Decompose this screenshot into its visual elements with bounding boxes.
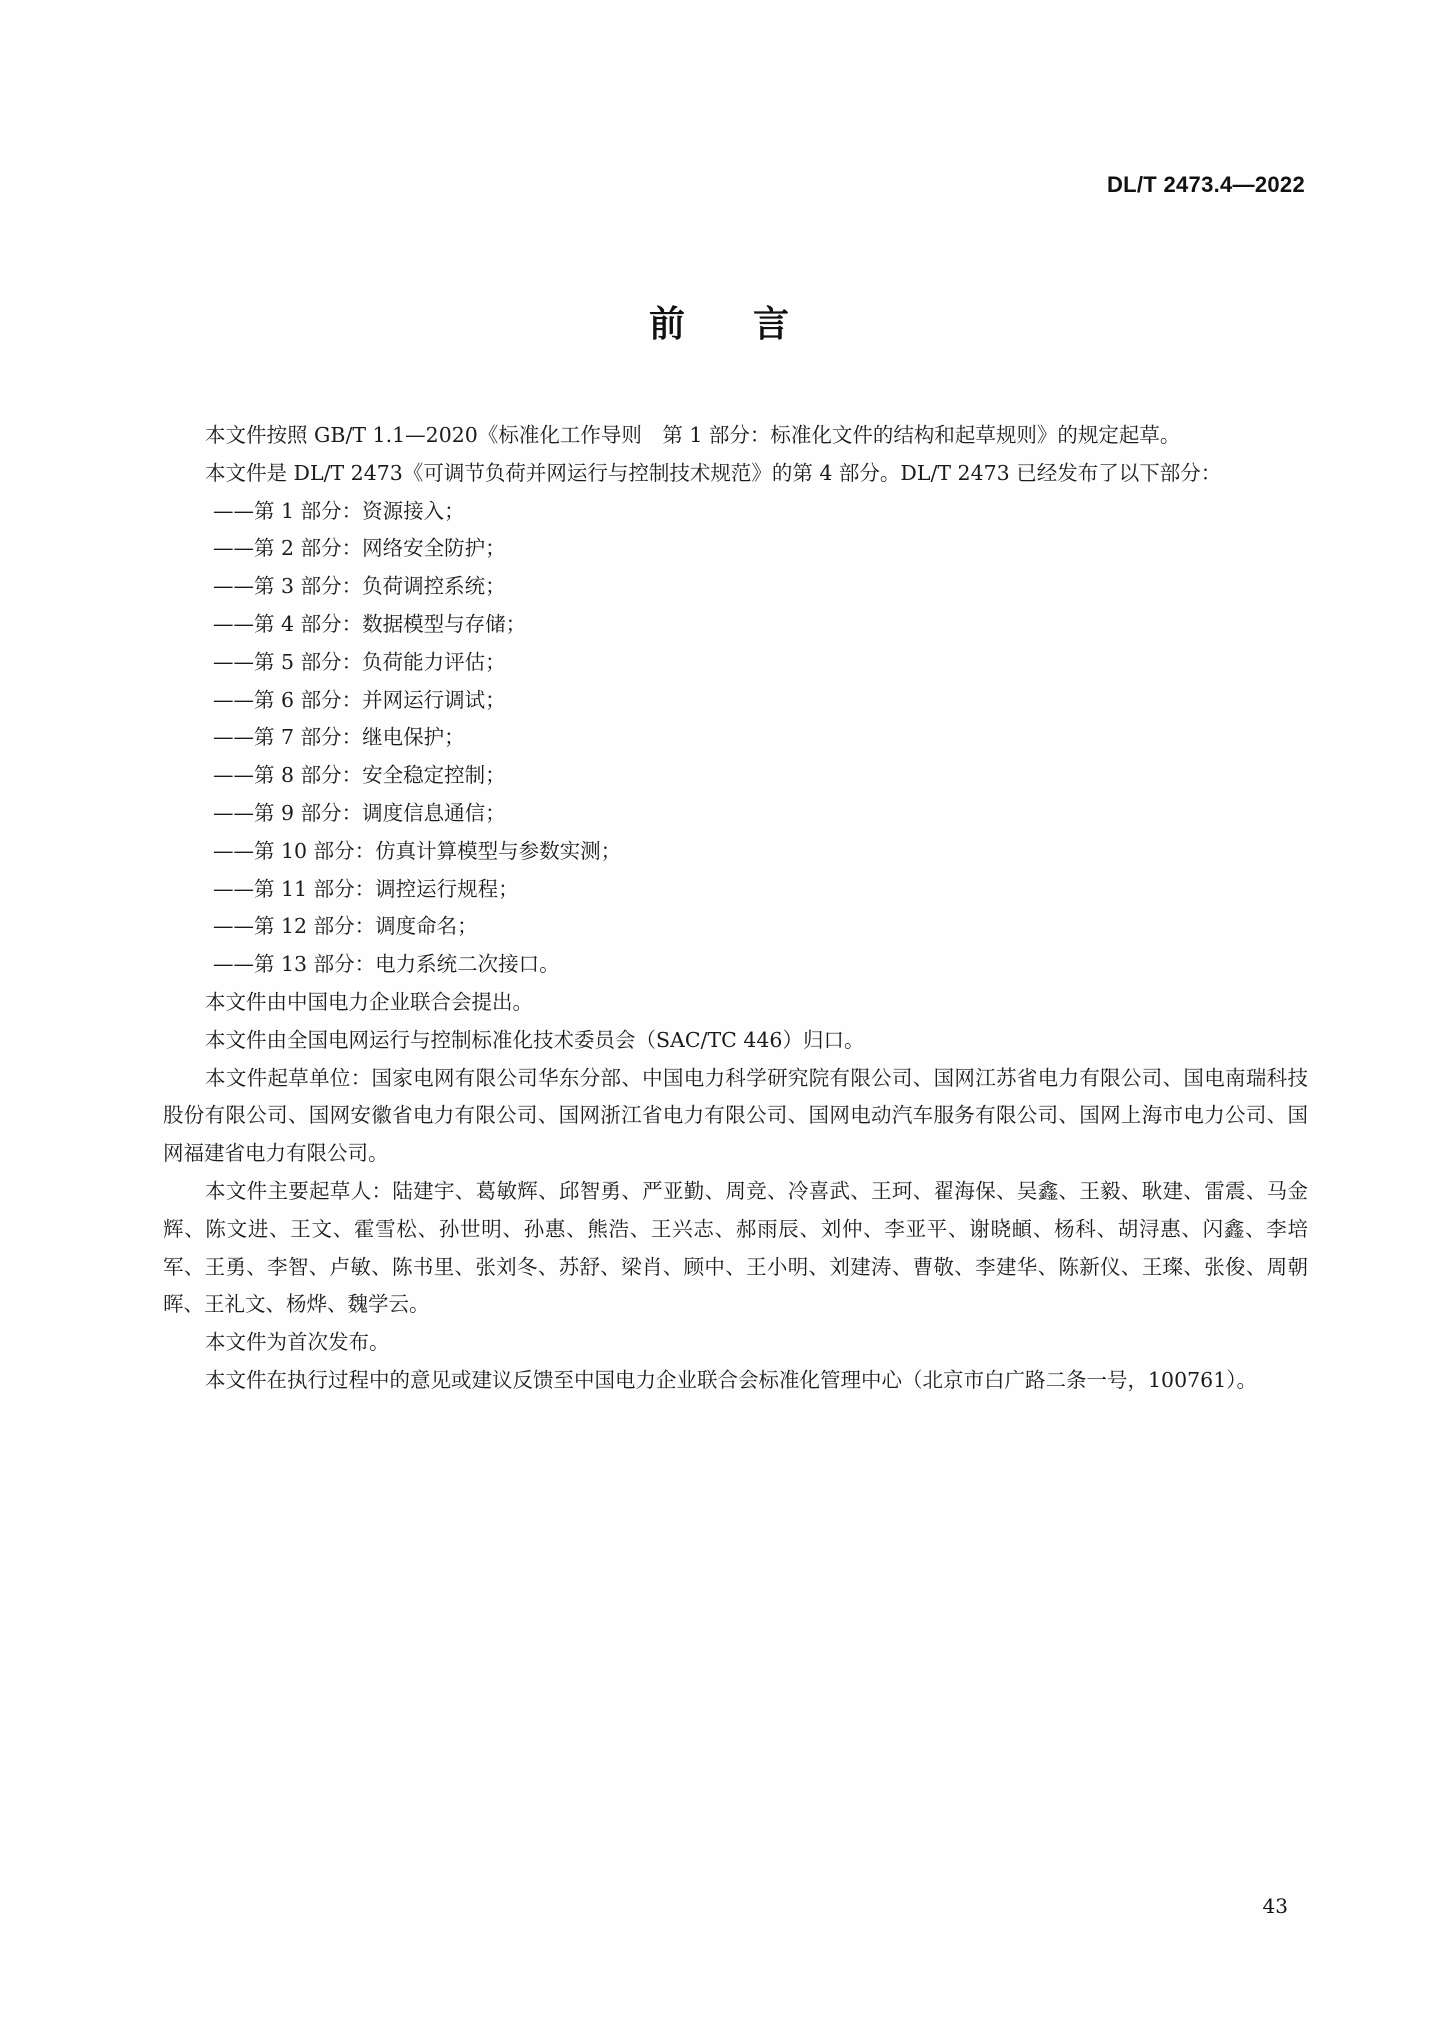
parts-list [163, 493, 1308, 984]
title-char-1: 前 [648, 304, 685, 345]
list-item: ——第 7 部分：继电保护； [213, 725, 465, 750]
page-number: 43 [1262, 1894, 1288, 1918]
paragraph-series-intro: 本文件是 DL/T 2473《可调节负荷并网运行与控制技术规范》的第 4 部分。DL/T 2473 已经发布了以下部分： [205, 460, 1222, 485]
title-char-2: 言 [753, 304, 790, 345]
paragraph-drafting-rules: 本文件按照 GB/T 1.1—2020《标准化工作导则 第 1 部分：标准化文件的结构和起草规则》的规定起草。 [205, 423, 1181, 447]
list-item: ——第 4 部分：数据模型与存储； [213, 611, 527, 636]
page-title [0, 296, 1438, 347]
document-code: DL/T 2473.4—2022 [1106, 172, 1305, 197]
list-item: ——第 11 部分：调控运行规程； [213, 876, 519, 901]
list-item: ——第 2 部分：网络安全防护； [213, 536, 506, 561]
paragraph-first-release: 本文件为首次发布。 [205, 1330, 390, 1355]
list-item: ——第 12 部分：调度命名； [213, 914, 478, 939]
list-item: ——第 3 部分：负荷调控系统； [213, 574, 506, 599]
list-item: ——第 10 部分：仿真计算模型与参数实测； [213, 838, 622, 863]
foreword-body [163, 417, 1308, 1400]
list-item: ——第 8 部分：安全稳定控制； [213, 763, 506, 788]
paragraph-proposer: 本文件由中国电力企业联合会提出。 [205, 989, 533, 1014]
list-item: ——第 1 部分：资源接入； [213, 498, 465, 523]
list-item: ——第 5 部分：负荷能力评估； [213, 649, 506, 674]
paragraph-committee: 本文件由全国电网运行与控制标准化技术委员会（SAC/TC 446）归口。 [205, 1027, 865, 1052]
list-item: ——第 9 部分：调度信息通信； [213, 800, 506, 825]
list-item: ——第 6 部分：并网运行调试； [213, 687, 506, 712]
paragraph-drafters: 本文件主要起草人：陆建宇、葛敏辉、邱智勇、严亚勤、周竞、冷喜武、王珂、翟海保、吴鑫、王毅、耿建、雷震、马金辉、陈文进、王文、霍雪松、孙世明、孙惠、熊浩、王兴志、郝雨辰、刘仲、李亚平、谢晓頔、杨科、胡浔惠、闪鑫、李培军、王勇、李智、卢敏、陈书里、张刘冬、苏舒、梁肖、顾中、王小明、刘建涛、曹敬、李建华、陈新仪、王璨、张俊、周朝晖、王礼文、杨烨、魏学云。 [163, 1178, 1308, 1317]
paragraph-feedback: 本文件在执行过程中的意见或建议反馈至中国电力企业联合会标准化管理中心（北京市白广路二条一号，100761）。 [205, 1367, 1258, 1392]
list-item: ——第 13 部分：电力系统二次接口。 [213, 952, 560, 977]
paragraph-drafting-units: 本文件起草单位：国家电网有限公司华东分部、中国电力科学研究院有限公司、国网江苏省电力有限公司、国电南瑞科技股份有限公司、国网安徽省电力有限公司、国网浙江省电力有限公司、国网电动汽车服务有限公司、国网上海市电力公司、国网福建省电力有限公司。 [163, 1065, 1308, 1166]
